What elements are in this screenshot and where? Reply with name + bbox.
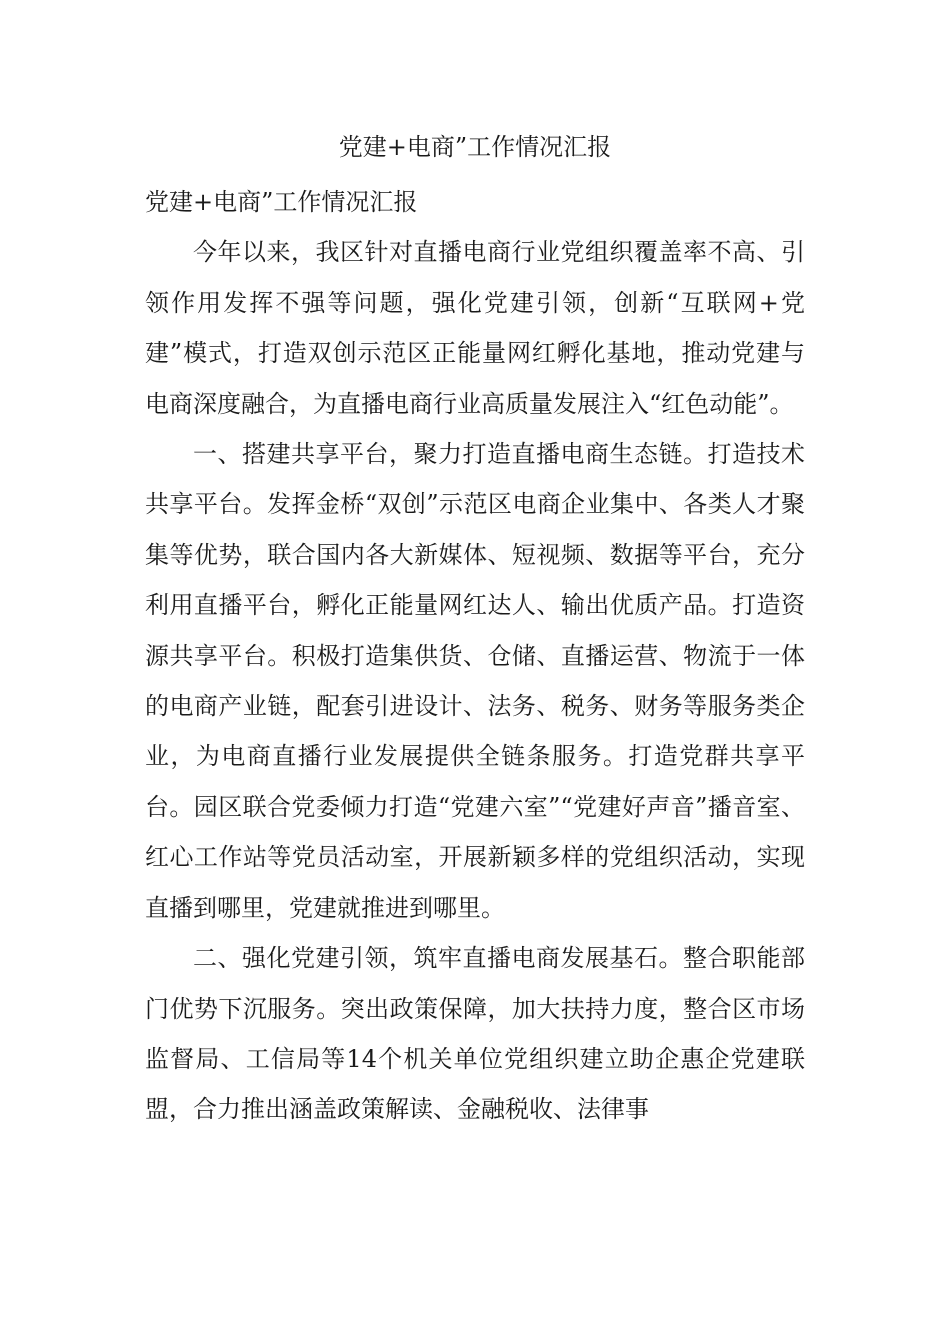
paragraph-section-one: 一、搭建共享平台，聚力打造直播电商生态链。打造技术共享平台。发挥金桥“双创”示范区电商企业集中、各类人才聚集等优势，联合国内各大新媒体、短视频、数据等平台，充分利用直播平台，孵化正能量网红达人、输出优质产品。打造资源共享平台。积极打造集供货、仓储、直播运营、物流于一体的电商产业链，配套引进设计、法务、税务、财务等服务类企业，为电商直播行业发展提供全链条服务。打造党群共享平台。园区联合党委倾力打造“党建六室”“党建好声音”播音室、红心工作站等党员活动室，开展新颖多样的党组织活动，实现直播到哪里，党建就推进到哪里。 xyxy=(145,440,805,922)
document-body xyxy=(145,177,805,1135)
paragraph-intro: 今年以来，我区针对直播电商行业党组织覆盖率不高、引领作用发挥不强等问题，强化党建引领，创新“互联网+党建”模式，打造双创示范区正能量网红孵化基地，推动党建与电商深度融合，为直播电商行业高质量发展注入“红色动能”。 xyxy=(145,238,805,418)
document-subtitle: 党建+电商”工作情况汇报 xyxy=(145,188,418,216)
document-title: 党建+电商”工作情况汇报 xyxy=(338,133,612,161)
paragraph-section-two: 二、强化党建引领，筑牢直播电商发展基石。整合职能部门优势下沉服务。突出政策保障，加大扶持力度，整合区市场监督局、工信局等14个机关单位党组织建立助企惠企党建联盟，合力推出涵盖政策解读、金融税收、法律事 xyxy=(145,944,805,1124)
